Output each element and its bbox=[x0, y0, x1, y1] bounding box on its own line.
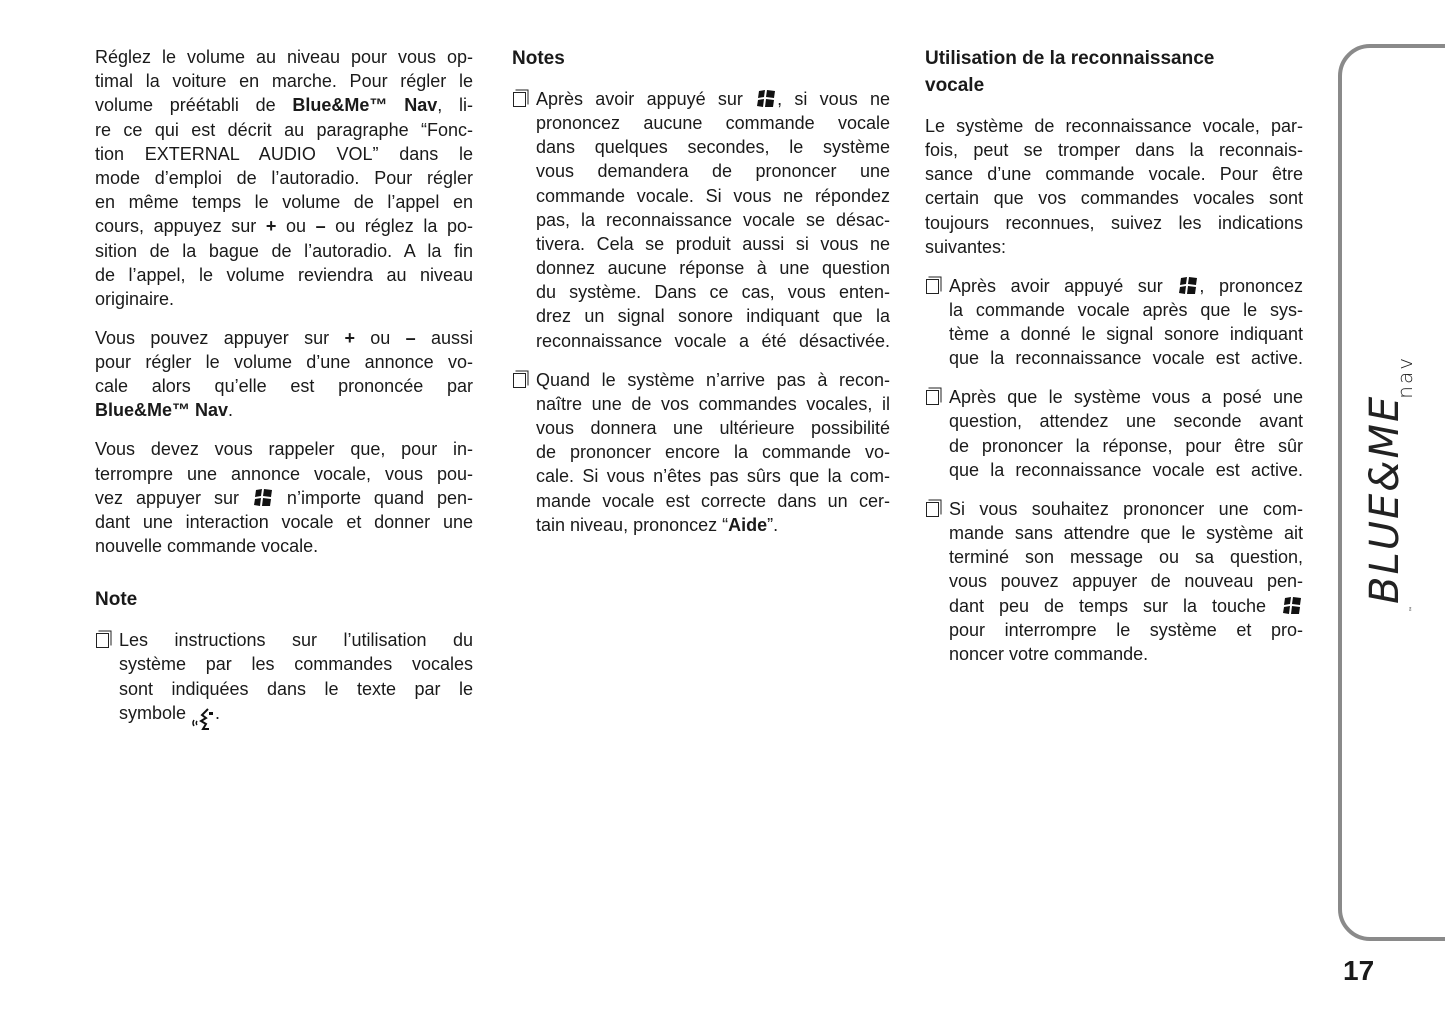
text-segment: vez appuyer sur bbox=[95, 487, 252, 508]
voice-command-icon bbox=[191, 704, 215, 734]
bold-text: – bbox=[405, 327, 416, 348]
text-line: nouvelle commande vocale. bbox=[95, 536, 319, 557]
bullet-item bbox=[925, 385, 1303, 482]
text-line: timal la voiture en marche. Pour régler le bbox=[95, 71, 473, 92]
bold-text: Blue&Me™ Nav bbox=[95, 400, 229, 421]
logo-main: BLUE&ME bbox=[1362, 394, 1408, 604]
text-segment: , prononcez bbox=[1199, 275, 1304, 296]
text-line: re ce qui est décrit au paragraphe “Fonc- bbox=[95, 119, 473, 140]
paragraph bbox=[95, 437, 473, 558]
text-line: pas, la reconnaissance vocale se désac- bbox=[536, 209, 890, 230]
section-heading bbox=[925, 45, 1303, 99]
text-segment: volume préétabli de bbox=[95, 95, 293, 116]
text-line: mode d’emploi de l’autoradio. Pour régler bbox=[95, 167, 473, 188]
text-line: mande sans attendre que le système ait bbox=[949, 523, 1303, 543]
checkbox-bullet-icon bbox=[926, 279, 939, 294]
text-line: terminé son message ou sa question, bbox=[949, 547, 1303, 568]
text-line: que la reconnaissance vocale est active. bbox=[949, 459, 1303, 480]
text-segment: , li- bbox=[437, 95, 474, 116]
column-right bbox=[925, 45, 1303, 666]
text-line: naître une de vos commandes vocales, il bbox=[536, 393, 890, 414]
column-left bbox=[95, 45, 473, 725]
text-line: tème a donné le signal sonore indiquant bbox=[949, 324, 1303, 345]
section-heading bbox=[512, 45, 890, 72]
text-line: noncer votre commande. bbox=[949, 643, 1149, 664]
text-line: du système. Dans ce cas, vous enten- bbox=[536, 282, 890, 303]
text-line: commande vocale. Si vous ne répondez bbox=[536, 185, 890, 206]
text-line: vous demandera de prononcer une bbox=[536, 161, 890, 182]
text-line bbox=[95, 486, 473, 510]
column-middle bbox=[512, 45, 890, 537]
text-segment: Après avoir appuyé sur bbox=[949, 275, 1178, 296]
bullet-item bbox=[95, 628, 473, 725]
text-line: dans quelques secondes, le système bbox=[536, 137, 890, 158]
text-line: reconnaissance vocale a été désactivée. bbox=[536, 330, 890, 351]
text-line: donnez aucune réponse à une question bbox=[536, 258, 890, 279]
text-line: vocale bbox=[925, 75, 985, 96]
text-line: Réglez le volume au niveau pour vous op- bbox=[95, 47, 473, 67]
text-line: pour interrompre le système et pro- bbox=[949, 619, 1303, 640]
bold-text: + bbox=[265, 216, 277, 237]
text-segment: ou réglez la po- bbox=[325, 216, 474, 237]
paragraph bbox=[95, 45, 473, 311]
text-line bbox=[536, 513, 890, 537]
text-segment: Vous pouvez appuyer sur bbox=[95, 327, 345, 348]
text-line: tion EXTERNAL AUDIO VOL” dans le bbox=[95, 143, 473, 164]
text-line: suivantes: bbox=[925, 236, 1007, 257]
bullet-item bbox=[925, 497, 1303, 666]
text-line: sance d’une commande vocale. Pour être bbox=[925, 164, 1303, 185]
text-line: mande vocale est correcte dans un cer- bbox=[536, 490, 890, 511]
text-segment: tain niveau, prononcez “ bbox=[536, 514, 729, 535]
text-line: sont indiquées dans le texte par le bbox=[119, 678, 473, 699]
text-line: Note bbox=[95, 589, 138, 611]
paragraph bbox=[925, 114, 1303, 259]
bold-text: Blue&Me™ Nav bbox=[292, 95, 438, 116]
text-line: tivera. Cela se produit aussi si vous ne bbox=[536, 233, 890, 254]
text-line bbox=[949, 594, 1303, 618]
text-line bbox=[95, 214, 473, 238]
text-line: de prononcer encore la commande vo- bbox=[536, 442, 890, 463]
blueme-nav-logo bbox=[1362, 356, 1417, 612]
checkbox-bullet-icon bbox=[513, 92, 526, 107]
checkbox-bullet-icon bbox=[96, 633, 109, 648]
text-line: Si vous souhaitez prononcer une com- bbox=[949, 498, 1303, 519]
text-line: originaire. bbox=[95, 288, 175, 309]
text-line bbox=[536, 87, 890, 111]
text-segment: ou bbox=[354, 327, 406, 348]
text-line: question, attendez une seconde avant bbox=[949, 411, 1303, 432]
text-segment: aussi bbox=[415, 327, 473, 348]
text-line: système par les commandes vocales bbox=[119, 654, 473, 675]
bullet-item bbox=[512, 368, 890, 537]
logo-tm: ™ bbox=[1409, 604, 1416, 612]
logo-sub: nav bbox=[1393, 355, 1417, 399]
text-line: sition de la bague de l’autoradio. A la fin bbox=[95, 240, 473, 261]
text-line: toujours reconnues, suivez les indications bbox=[925, 212, 1303, 233]
section-heading bbox=[95, 586, 473, 613]
text-line: de l’appel, le volume reviendra au niveau bbox=[95, 264, 473, 285]
text-segment: ”. bbox=[767, 514, 779, 535]
text-line: vous pouvez appuyer de nouveau pen- bbox=[949, 571, 1303, 592]
checkbox-bullet-icon bbox=[926, 502, 939, 517]
text-segment: cours, appuyez sur bbox=[95, 216, 266, 237]
text-segment: n’importe quand pen- bbox=[273, 487, 473, 508]
text-line: Quand le système n’arrive pas à recon- bbox=[536, 369, 890, 390]
checkbox-bullet-icon bbox=[926, 390, 939, 405]
text-segment: . bbox=[215, 702, 221, 723]
text-line bbox=[95, 93, 473, 117]
text-line: dant une interaction vocale et donner une bbox=[95, 511, 473, 532]
text-line: certain que vos commandes vocales sont bbox=[925, 188, 1303, 209]
text-segment: Après avoir appuyé sur bbox=[536, 88, 756, 109]
text-segment: dant peu de temps sur la touche bbox=[949, 595, 1281, 616]
text-segment: . bbox=[228, 400, 234, 421]
text-line: Le système de reconnaissance vocale, par- bbox=[925, 115, 1303, 136]
text-segment: , si vous ne bbox=[777, 88, 890, 109]
text-segment: ou bbox=[276, 216, 316, 237]
text-line: la commande vocale après que le sys- bbox=[949, 299, 1303, 320]
page-number: 17 bbox=[1343, 955, 1375, 986]
bullet-item bbox=[925, 274, 1303, 371]
checkbox-bullet-icon bbox=[513, 373, 526, 388]
text-line: terrompre une annonce vocale, vous pou- bbox=[95, 463, 473, 484]
text-line: en même temps le volume de l’appel en bbox=[95, 192, 473, 213]
text-line bbox=[119, 701, 473, 725]
text-line: vous donnera une ultérieure possibilité bbox=[536, 418, 890, 439]
text-line: pour régler le volume d’une annonce vo- bbox=[95, 352, 473, 373]
text-line: Utilisation de la reconnaissance bbox=[925, 48, 1215, 69]
text-line: fois, peut se tromper dans la reconnais- bbox=[925, 139, 1303, 160]
text-line: Notes bbox=[512, 48, 565, 69]
bold-text: – bbox=[315, 216, 326, 237]
text-line: cale alors qu’elle est prononcée par bbox=[95, 376, 473, 397]
text-line: cale. Si vous n’êtes pas sûrs que la com- bbox=[536, 466, 890, 487]
paragraph bbox=[95, 326, 473, 423]
bullet-item bbox=[512, 87, 890, 353]
text-line: Vous devez vous rappeler que, pour in- bbox=[95, 439, 473, 460]
text-segment: symbole bbox=[119, 702, 192, 723]
text-line bbox=[95, 398, 473, 422]
text-line: Après que le système vous a posé une bbox=[949, 387, 1303, 408]
text-line: prononcez aucune commande vocale bbox=[536, 112, 890, 133]
text-line: que la reconnaissance vocale est active. bbox=[949, 348, 1303, 369]
text-line: Les instructions sur l’utilisation du bbox=[119, 630, 473, 651]
bold-text: Aide bbox=[728, 514, 768, 535]
text-line bbox=[95, 326, 473, 350]
bold-text: + bbox=[344, 327, 355, 348]
text-line: de prononcer la réponse, pour être sûr bbox=[949, 435, 1303, 456]
text-line: drez un signal sonore indiquant que la bbox=[536, 306, 890, 327]
text-line bbox=[949, 274, 1303, 298]
